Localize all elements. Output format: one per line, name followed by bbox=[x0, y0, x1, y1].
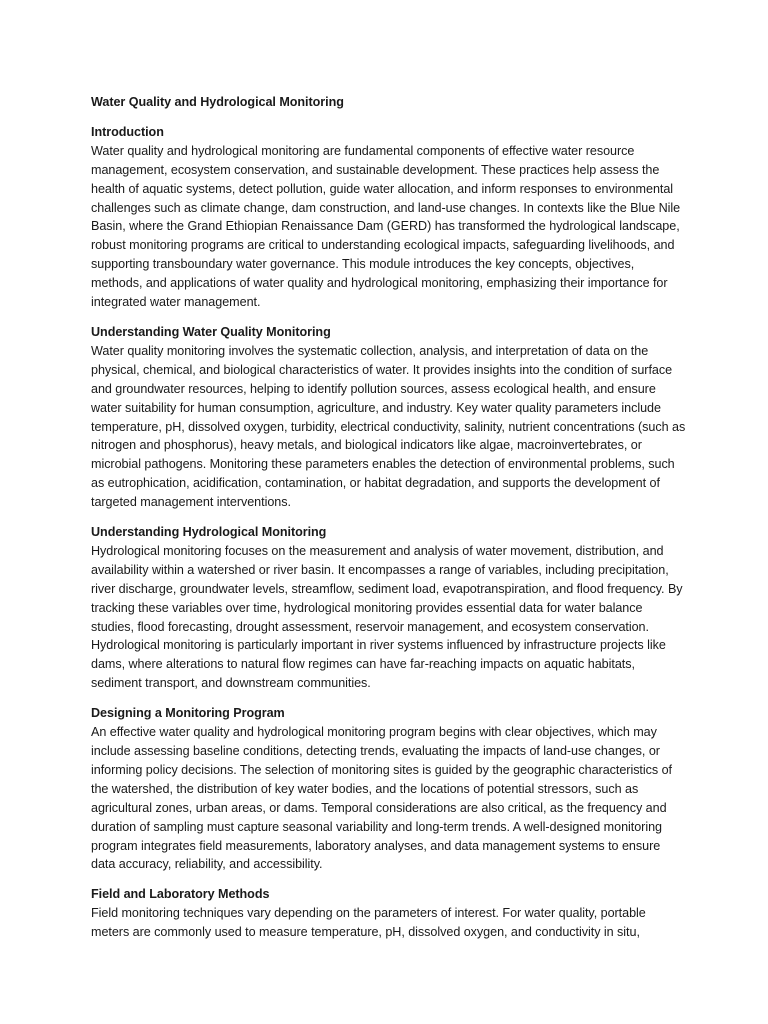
section-designing-monitoring-program bbox=[91, 704, 687, 874]
section-water-quality-monitoring bbox=[91, 323, 687, 512]
section-paragraph: An effective water quality and hydrological monitoring program begins with clear objectives, which may include assessing baseline conditions, detecting trends, evaluating the impacts of land-use changes, or informing policy decisions. The selection of monitoring sites is guided by the geographic characteristics of the watershed, the distribution of key water bodies, and the locations of potential stressors, such as agricultural zones, urban areas, or dams. Temporal considerations are also critical, as the frequency and duration of sampling must capture seasonal variability and long-term trends. A well-designed monitoring program integrates field measurements, laboratory analyses, and data management systems to ensure data accuracy, reliability, and accessibility. bbox=[91, 725, 672, 872]
document-content bbox=[91, 93, 687, 953]
section-field-laboratory-methods bbox=[91, 885, 687, 942]
section-paragraph: Hydrological monitoring focuses on the measurement and analysis of water movement, distribution, and availability within a watershed or river basin. It encompasses a range of variables, including precipitation, river discharge, groundwater levels, streamflow, sediment load, evapotranspiration, and flood frequency. By tracking these variables over time, hydrological monitoring provides essential data for water balance studies, flood forecasting, drought assessment, reservoir management, and ecosystem conservation. Hydrological monitoring is particularly important in river systems influenced by infrastructure projects like dams, where alterations to natural flow regimes can have far-reaching impacts on aquatic habitats, sediment transport, and downstream communities. bbox=[91, 543, 683, 691]
section-heading: Introduction bbox=[91, 124, 164, 139]
section-paragraph: Field monitoring techniques vary depending on the parameters of interest. For water quality, portable meters are commonly used to measure temperature, pH, dissolved oxygen, and conductivity in situ, bbox=[91, 906, 646, 940]
section-hydrological-monitoring bbox=[91, 523, 687, 693]
section-introduction bbox=[91, 123, 687, 312]
section-heading: Field and Laboratory Methods bbox=[91, 887, 270, 902]
section-paragraph: Water quality monitoring involves the systematic collection, analysis, and interpretation of data on the physical, chemical, and biological characteristics of water. It provides insights into the condition of surface and groundwater resources, helping to identify pollution sources, assess ecological health, and ensure water suitability for human consumption, agriculture, and industry. Key water quality parameters include temperature, pH, dissolved oxygen, turbidity, electrical conductivity, salinity, nutrient concentrations (such as nitrogen and phosphorus), heavy metals, and biological indicators like algae, macroinvertebrates, or microbial pathogens. Monitoring these parameters enables the detection of environmental problems, such as eutrophication, acidification, contamination, or habitat degradation, and supports the development of targeted management interventions. bbox=[91, 343, 686, 510]
document-title: Water Quality and Hydrological Monitoring bbox=[91, 95, 344, 109]
section-paragraph: Water quality and hydrological monitoring are fundamental components of effective water resource management, ecosystem conservation, and sustainable development. These practices help assess the health of aquatic systems, detect pollution, guide water allocation, and inform responses to environmental challenges such as climate change, dam construction, and land-use changes. In contexts like the Blue Nile Basin, where the Grand Ethiopian Renaissance Dam (GERD) has transformed the hydrological landscape, robust monitoring programs are critical to understanding ecological impacts, safeguarding livelihoods, and supporting transboundary water governance. This module introduces the key concepts, objectives, methods, and applications of water quality and hydrological monitoring, emphasizing their importance for integrated water management. bbox=[91, 143, 681, 310]
section-heading: Understanding Water Quality Monitoring bbox=[91, 324, 331, 339]
section-heading: Understanding Hydrological Monitoring bbox=[91, 525, 327, 540]
section-heading: Designing a Monitoring Program bbox=[91, 706, 285, 721]
